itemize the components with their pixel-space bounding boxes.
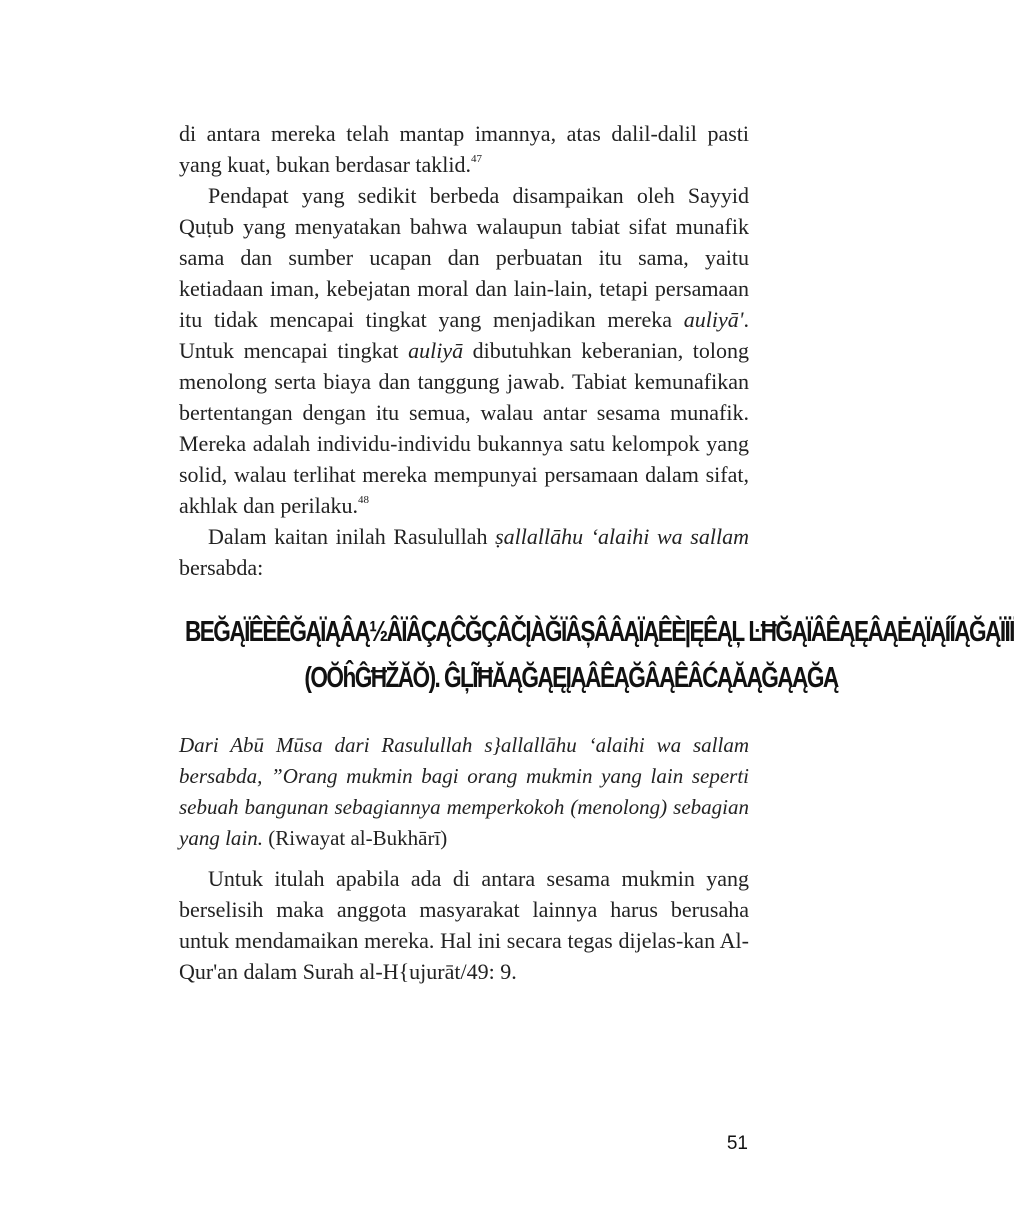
translation-text: Dari Abū Mūsa dari Rasulullah s}allallāhu ‘alaihi wa sallam bersabda, ”Orang mukmin bagi orang mukmin yang lain seperti sebuah bangunan sebagiannya memperkokoh (menolong) sebagian yang lain. (Riwayat al-Bukhārī) [179,733,749,850]
term-auliya-1: auliyā' [683,307,744,332]
term-auliya-2: auliyā [408,338,464,363]
footnote-ref-47[interactable]: 47 [471,153,483,165]
paragraph-2: Pendapat yang sedikit berbeda disampaikan oleh Sayyid Quṭub yang menyatakan bahwa walaupun tabiat sifat munafik sama dan sumber ucapan dan perbuatan itu sama, yaitu ketiadaan iman, kebejatan moral dan lain-lain, tetapi persamaan itu tidak mencapai tingkat yang menjadikan mereka auliyā'. Untuk mencapai tingkat auliyā dibutuhkan keberanian, tolong menolong serta biaya dan tanggung jawab. Tabiat kemunafikan bertentangan dengan itu semua, walau antar sesama munafik. Mereka adalah individu-individu bukannya satu kelompok yang solid, walau terlihat mereka mempunyai persamaan dalam sifat, akhlak dan perilaku.$^{48}$ [179,183,750,518]
hadith-translation [179,730,749,854]
hadith-arabic-line-1: BEĞĄЇÊÈÊĞĄЇĄÂĄ½ÂЇÂÇĄĈĞÇÂČĮÀĞЇÂȘÂÂĄЇĄÊÈ|ĘÊĄĻ ĿĦĞĄЇÂÊĄĘÂĄĖĄЇĄÍÍĄĞĄЇЇЇ [185,616,1014,648]
footnote-ref-48[interactable]: 48 [358,494,369,506]
paragraph-3: Dalam kaitan inilah Rasulullah ṣallallāhu ‘alaihi wa sallam bersabda: [179,524,749,580]
paragraph-1: di antara mereka telah mantap imannya, atas dalil-dalil pasti yang kuat, bukan berdasar taklid.$^{47}$ [179,121,749,177]
hadith-source: (Riwayat al-Bukhārī) [263,826,448,850]
page-number: 51 [726,1133,748,1154]
salutation: ṣallallāhu ‘alaihi wa sallam [495,524,749,549]
hadith-arabic-line-2: (OŎĥĜĦŽĂŎ). ĜĻĨĦĂĄĞĄĘĮĄÂÊĄĞÂĄÊÂĆĄĂĄĞĄĄĞĄ [304,662,838,694]
paragraph-4: Untuk itulah apabila ada di antara sesama mukmin yang berselisih maka anggota masyarakat lainnya harus berusaha untuk mendamaikan mereka. Hal ini secara tegas dijelas-kan Al-Qur'an dalam Surah al-H{ujurāt/49: 9. [179,866,749,984]
page-body [179,118,1014,987]
